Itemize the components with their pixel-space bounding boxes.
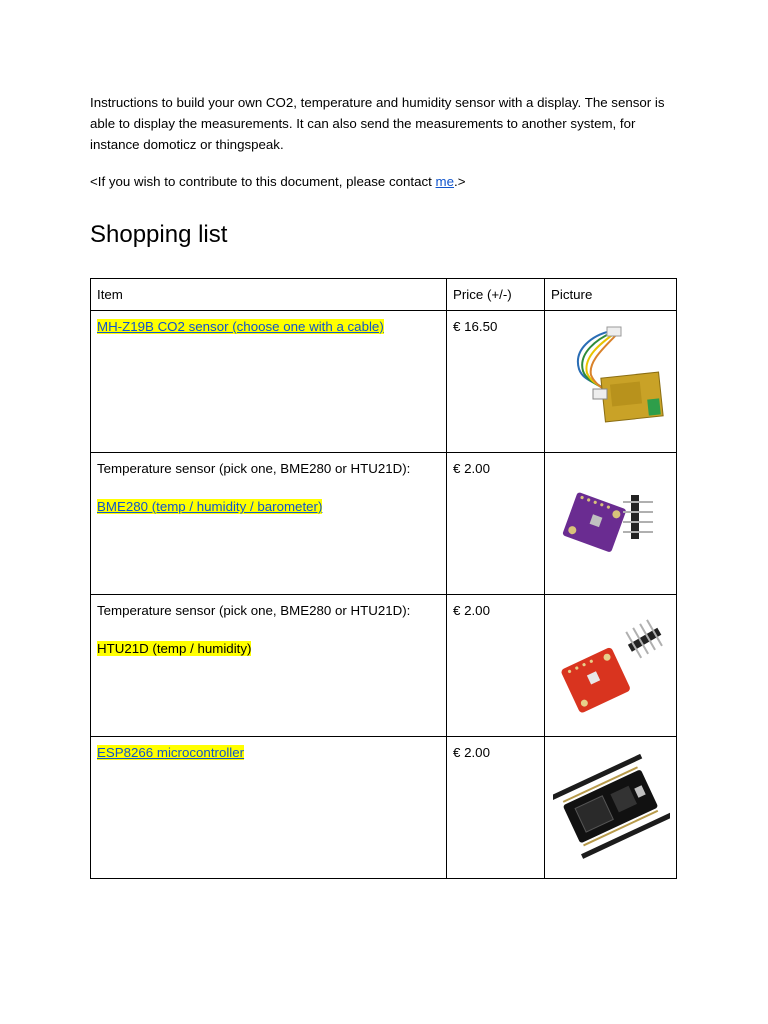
contribute-prefix: <If you wish to contribute to this document, please contact — [90, 174, 436, 189]
intro-paragraph: Instructions to build your own CO2, temperature and humidity sensor with a display. The sensor is able to display the measurements. It can also send the measurements to another system, for instance domoticz or thingspeak. — [90, 95, 665, 152]
shopping-list-heading: Shopping list — [90, 221, 228, 248]
item-cell — [91, 453, 447, 595]
price-cell: € 16.50 — [447, 311, 545, 453]
picture-cell — [545, 311, 677, 453]
table-header-row — [91, 279, 677, 311]
htu21d-board-photo — [553, 603, 670, 724]
picture-cell — [545, 595, 677, 737]
document-body — [90, 92, 690, 250]
price-cell: € 2.00 — [447, 595, 545, 737]
price-cell: € 2.00 — [447, 737, 545, 879]
table-row — [91, 311, 677, 453]
item-link-esp8266[interactable]: ESP8266 microcontroller — [97, 745, 245, 760]
header-picture: Picture — [545, 279, 677, 311]
contribute-note — [90, 171, 690, 192]
item-cell — [91, 737, 447, 879]
item-cell — [91, 595, 447, 737]
picture-cell — [545, 737, 677, 879]
esp8266-board-photo — [553, 745, 670, 866]
header-price: Price (+/-) — [447, 279, 545, 311]
contact-link[interactable]: me — [435, 174, 455, 189]
item-link-bme280[interactable]: BME280 (temp / humidity / barometer) — [97, 499, 323, 514]
row-note: Temperature sensor (pick one, BME280 or HTU21D): — [97, 603, 411, 618]
row-note: Temperature sensor (pick one, BME280 or HTU21D): — [97, 461, 411, 476]
table-row — [91, 453, 677, 595]
table-row — [91, 737, 677, 879]
shopping-table — [90, 278, 677, 879]
header-item: Item — [91, 279, 447, 311]
co2-sensor-photo — [553, 319, 670, 440]
picture-cell — [545, 453, 677, 595]
item-label-htu21d: HTU21D (temp / humidity) — [97, 641, 252, 656]
price-cell: € 2.00 — [447, 453, 545, 595]
item-link-co2-sensor[interactable]: MH-Z19B CO2 sensor (choose one with a cable) — [97, 319, 384, 334]
bme280-board-photo — [553, 461, 670, 582]
contribute-suffix: .> — [454, 174, 466, 189]
table-row — [91, 595, 677, 737]
item-cell — [91, 311, 447, 453]
